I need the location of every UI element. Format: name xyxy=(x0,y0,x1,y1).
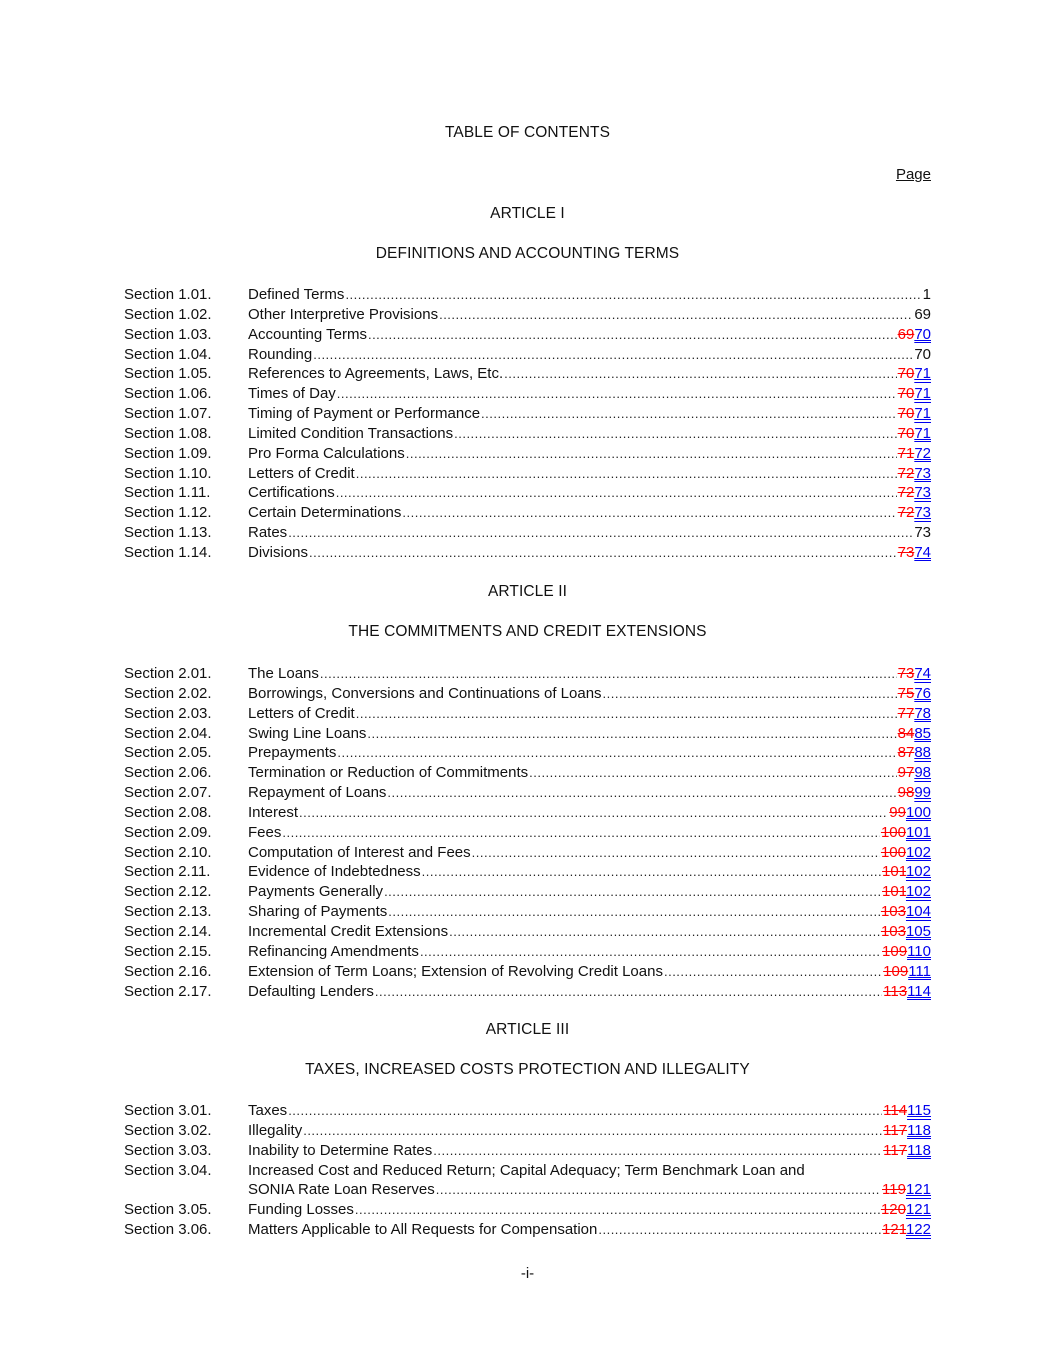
inserted-page-number: 118 xyxy=(907,1141,931,1159)
deleted-page-number: 71 xyxy=(897,444,915,462)
toc-entry[interactable] xyxy=(124,724,931,744)
section-number: Section 2.16. xyxy=(124,962,212,980)
toc-entry[interactable] xyxy=(124,664,931,684)
section-number: Section 2.07. xyxy=(124,784,212,802)
article-2-toc xyxy=(124,664,931,1001)
deleted-page-number: 73 xyxy=(897,665,915,682)
deleted-page-number: 121 xyxy=(882,1221,906,1239)
deleted-page-number: 117 xyxy=(883,1141,908,1159)
dot-leader xyxy=(388,902,880,922)
deleted-page-number: 117 xyxy=(883,1121,908,1139)
section-title[interactable]: Repayment of Loans xyxy=(248,784,387,802)
section-number: Section 1.06. xyxy=(124,385,212,403)
toc-entry[interactable] xyxy=(124,942,931,962)
deleted-page-number: 70 xyxy=(897,424,915,442)
dot-leader xyxy=(402,503,896,523)
section-number: Section 3.04. xyxy=(124,1161,212,1179)
section-title[interactable]: Other Interpretive Provisions xyxy=(248,305,439,323)
page-reference[interactable] xyxy=(898,543,931,563)
section-title[interactable]: Sharing of Payments xyxy=(248,903,388,921)
dot-leader xyxy=(345,285,921,305)
inserted-page-number: 78 xyxy=(914,704,931,722)
inserted-page-number: 121 xyxy=(905,1201,931,1219)
dot-leader xyxy=(387,783,896,803)
section-title[interactable]: Fees xyxy=(248,823,282,841)
section-number: Section 2.09. xyxy=(124,823,212,841)
page-reference[interactable] xyxy=(898,783,931,803)
section-title[interactable]: Letters of Credit xyxy=(248,464,355,482)
deleted-page-number: 84 xyxy=(897,724,915,742)
section-number: Section 1.11. xyxy=(124,484,211,502)
inserted-page-number: 73 xyxy=(914,504,931,522)
toc-entry[interactable] xyxy=(124,803,931,823)
toc-entry[interactable] xyxy=(124,1121,931,1141)
toc-entry[interactable] xyxy=(124,783,931,803)
dot-leader xyxy=(313,345,913,365)
page-reference[interactable] xyxy=(914,523,931,543)
section-title[interactable]: Letters of Credit xyxy=(248,704,355,722)
toc-entry[interactable] xyxy=(124,763,931,783)
toc-entry[interactable] xyxy=(124,503,931,523)
section-title[interactable]: Pro Forma Calculations xyxy=(248,444,405,462)
section-number: Section 2.13. xyxy=(124,903,212,921)
inserted-page-number: 73 xyxy=(914,464,931,482)
toc-entry[interactable] xyxy=(124,982,931,1002)
deleted-page-number: 97 xyxy=(897,764,915,782)
article-1-toc xyxy=(124,285,931,563)
section-number: Section 2.11. xyxy=(124,863,211,881)
page-reference[interactable] xyxy=(898,464,931,484)
toc-entry[interactable] xyxy=(124,325,931,345)
section-number: Section 3.01. xyxy=(124,1102,212,1119)
inserted-page-number: 71 xyxy=(914,424,931,442)
section-number: Section 1.13. xyxy=(124,524,212,542)
inserted-page-number: 76 xyxy=(914,684,931,702)
section-number: Section 1.12. xyxy=(124,504,212,522)
section-number: Section 1.07. xyxy=(124,405,212,423)
page-reference[interactable] xyxy=(898,483,931,503)
dot-leader xyxy=(337,743,896,763)
section-number: Section 2.01. xyxy=(124,665,212,682)
section-number: Section 1.08. xyxy=(124,424,212,442)
dot-leader xyxy=(449,922,880,942)
inserted-page-number: 71 xyxy=(914,405,931,423)
dot-leader xyxy=(288,523,913,543)
dot-leader xyxy=(355,1200,880,1220)
inserted-page-number: 71 xyxy=(914,385,931,403)
inserted-page-number: 99 xyxy=(914,784,931,802)
section-number: Section 2.02. xyxy=(124,684,212,702)
page-reference[interactable] xyxy=(883,1141,931,1161)
deleted-page-number: 98 xyxy=(897,784,915,802)
deleted-page-number: 69 xyxy=(897,325,915,343)
inserted-page-number: 71 xyxy=(914,365,931,383)
section-number: Section 1.10. xyxy=(124,464,212,482)
dot-leader xyxy=(406,444,897,464)
article-2-label: ARTICLE II xyxy=(487,583,568,600)
section-title[interactable]: Rounding xyxy=(248,345,313,363)
dot-leader xyxy=(309,543,897,563)
section-title[interactable]: Divisions xyxy=(248,543,309,561)
deleted-page-number: 99 xyxy=(889,803,906,821)
section-title[interactable]: Swing Line Loans xyxy=(248,724,367,742)
dot-leader xyxy=(303,1121,882,1141)
page-reference[interactable] xyxy=(898,325,931,345)
page-reference[interactable] xyxy=(898,444,931,464)
toc-entry[interactable] xyxy=(124,483,931,503)
dot-leader xyxy=(436,1180,881,1200)
section-title[interactable]: Taxes xyxy=(248,1102,288,1119)
section-title[interactable]: Incremental Credit Extensions xyxy=(248,922,449,940)
section-title[interactable]: Accounting Terms xyxy=(248,325,367,343)
page-reference[interactable] xyxy=(923,285,931,305)
dot-leader xyxy=(288,1101,882,1121)
toc-heading: TABLE OF CONTENTS xyxy=(444,124,611,141)
inserted-page-number: 114 xyxy=(907,982,931,1000)
page-reference[interactable] xyxy=(898,743,931,763)
section-number: Section 1.04. xyxy=(124,345,212,363)
page-reference[interactable] xyxy=(882,1180,931,1200)
deleted-page-number: 75 xyxy=(897,684,915,702)
deleted-page-number: 113 xyxy=(883,982,908,1000)
toc-entry[interactable] xyxy=(124,1220,931,1240)
section-number: Section 3.05. xyxy=(124,1201,212,1219)
inserted-page-number: 85 xyxy=(914,724,931,742)
page-number: 69 xyxy=(914,305,931,323)
inserted-page-number: 115 xyxy=(907,1102,931,1119)
section-title[interactable]: Certain Determinations xyxy=(248,504,402,522)
dot-leader xyxy=(598,1220,881,1240)
deleted-page-number: 70 xyxy=(897,385,915,403)
deleted-page-number: 72 xyxy=(897,504,915,522)
deleted-page-number: 100 xyxy=(880,843,906,861)
dot-leader xyxy=(454,424,897,444)
toc-entry[interactable] xyxy=(124,404,931,424)
dot-leader xyxy=(504,364,897,384)
section-number: Section 1.09. xyxy=(124,444,212,462)
section-number: Section 3.02. xyxy=(124,1121,212,1139)
toc-entry[interactable] xyxy=(124,384,931,404)
inserted-page-number: 102 xyxy=(905,863,931,881)
deleted-page-number: 114 xyxy=(883,1102,908,1119)
page-reference[interactable] xyxy=(898,704,931,724)
section-title[interactable]: Certifications xyxy=(248,484,335,502)
section-title[interactable]: Times of Day xyxy=(248,385,336,403)
deleted-page-number: 101 xyxy=(882,883,906,901)
toc-entry[interactable] xyxy=(124,364,931,384)
dot-leader xyxy=(367,724,896,744)
article-1-title: DEFINITIONS AND ACCOUNTING TERMS xyxy=(375,245,680,262)
page-number: 1 xyxy=(922,286,931,303)
toc-entry[interactable] xyxy=(124,684,931,704)
toc-entry[interactable] xyxy=(124,345,931,365)
article-1-label: ARTICLE I xyxy=(490,205,565,222)
section-title[interactable]: Evidence of Indebtedness xyxy=(248,863,421,881)
page-reference[interactable] xyxy=(898,404,931,424)
inserted-page-number: 100 xyxy=(905,803,931,821)
page-reference[interactable] xyxy=(898,424,931,444)
page-number: 70 xyxy=(914,345,931,363)
dot-leader xyxy=(529,763,897,783)
page-number: 73 xyxy=(914,524,931,542)
page-column-label: Page xyxy=(895,166,931,183)
section-title[interactable]: Timing of Payment or Performance xyxy=(248,405,481,423)
dot-leader xyxy=(356,704,897,724)
page-reference[interactable] xyxy=(882,942,931,962)
dot-leader xyxy=(433,1141,882,1161)
dot-leader xyxy=(439,305,913,325)
dot-leader xyxy=(472,843,880,863)
deleted-page-number: 70 xyxy=(897,405,915,423)
toc-entry[interactable] xyxy=(124,823,931,843)
section-title[interactable]: Borrowings, Conversions and Continuations of Loans xyxy=(248,684,602,702)
page-reference[interactable] xyxy=(898,664,931,684)
section-title[interactable]: The Loans xyxy=(248,665,319,682)
inserted-page-number: 102 xyxy=(905,883,931,901)
page-reference[interactable] xyxy=(883,962,931,982)
page-reference[interactable] xyxy=(898,724,931,744)
deleted-page-number: 100 xyxy=(880,823,906,841)
page-reference[interactable] xyxy=(882,882,931,902)
article-2-title: THE COMMITMENTS AND CREDIT EXTENSIONS xyxy=(348,623,707,640)
inserted-page-number: 121 xyxy=(905,1181,931,1199)
page-reference[interactable] xyxy=(914,345,931,365)
inserted-page-number: 118 xyxy=(907,1121,931,1139)
dot-leader xyxy=(299,803,888,823)
section-number: Section 1.05. xyxy=(124,365,212,383)
deleted-page-number: 109 xyxy=(883,962,909,980)
dot-leader xyxy=(337,384,897,404)
section-number: Section 2.06. xyxy=(124,764,212,782)
dot-leader xyxy=(422,862,881,882)
deleted-page-number: 119 xyxy=(882,1181,906,1199)
deleted-page-number: 109 xyxy=(882,942,908,960)
dot-leader xyxy=(356,464,897,484)
section-number: Section 3.06. xyxy=(124,1221,212,1239)
page-footer-number: -i- xyxy=(520,1265,535,1282)
section-number: Section 2.17. xyxy=(124,982,212,1000)
toc-entry[interactable] xyxy=(124,523,931,543)
page-reference[interactable] xyxy=(881,1200,931,1220)
toc-entry[interactable] xyxy=(124,444,931,464)
inserted-page-number: 98 xyxy=(914,764,931,782)
toc-entry[interactable] xyxy=(124,862,931,882)
inserted-page-number: 74 xyxy=(914,665,931,682)
dot-leader xyxy=(384,882,881,902)
page-reference[interactable] xyxy=(882,862,931,882)
toc-entry[interactable] xyxy=(124,464,931,484)
section-title[interactable]: SONIA Rate Loan Reserves xyxy=(248,1181,435,1199)
section-number: Section 1.02. xyxy=(124,305,212,323)
page-reference[interactable] xyxy=(882,1220,931,1240)
section-title[interactable]: Prepayments xyxy=(248,744,337,762)
inserted-page-number: 88 xyxy=(914,744,931,762)
section-title[interactable]: Defined Terms xyxy=(248,286,345,303)
section-number: Section 2.14. xyxy=(124,922,212,940)
dot-leader xyxy=(320,664,897,684)
section-title[interactable]: Illegality xyxy=(248,1121,303,1139)
dot-leader xyxy=(481,404,897,424)
toc-entry[interactable] xyxy=(124,902,931,922)
page-reference[interactable] xyxy=(883,982,931,1002)
page-reference[interactable] xyxy=(898,684,931,704)
toc-entry[interactable] xyxy=(124,1161,931,1201)
section-number: Section 2.15. xyxy=(124,942,212,960)
section-title[interactable]: Rates xyxy=(248,524,288,542)
page-reference[interactable] xyxy=(881,823,931,843)
section-number: Section 2.03. xyxy=(124,704,212,722)
section-title[interactable]: Computation of Interest and Fees xyxy=(248,843,471,861)
deleted-page-number: 103 xyxy=(880,922,906,940)
dot-leader xyxy=(282,823,880,843)
inserted-page-number: 102 xyxy=(905,843,931,861)
page-reference[interactable] xyxy=(914,305,931,325)
inserted-page-number: 122 xyxy=(905,1221,931,1239)
dot-leader xyxy=(336,483,897,503)
section-title[interactable]: Payments Generally xyxy=(248,883,384,901)
deleted-page-number: 73 xyxy=(897,543,915,561)
page-reference[interactable] xyxy=(881,843,931,863)
toc-entry[interactable] xyxy=(124,1141,931,1161)
toc-entry[interactable] xyxy=(124,543,931,563)
section-number: Section 2.04. xyxy=(124,724,212,742)
inserted-page-number: 104 xyxy=(905,903,931,921)
deleted-page-number: 70 xyxy=(897,365,915,383)
toc-entry[interactable] xyxy=(124,962,931,982)
inserted-page-number: 110 xyxy=(907,942,931,960)
inserted-page-number: 72 xyxy=(914,444,931,462)
section-title[interactable]: Increased Cost and Reduced Return; Capital Adequacy; Term Benchmark Loan and xyxy=(248,1161,805,1179)
article-3-toc xyxy=(124,1101,931,1240)
page-reference[interactable] xyxy=(881,922,931,942)
article-3-title: TAXES, INCREASED COSTS PROTECTION AND ILLEGALITY xyxy=(305,1061,750,1078)
page-reference[interactable] xyxy=(898,763,931,783)
section-title[interactable]: Interest xyxy=(248,803,299,821)
toc-entry[interactable] xyxy=(124,704,931,724)
page-reference[interactable] xyxy=(889,803,931,823)
deleted-page-number: 77 xyxy=(897,704,915,722)
section-title[interactable]: Limited Condition Transactions xyxy=(248,424,454,442)
page-reference[interactable] xyxy=(898,364,931,384)
section-title[interactable]: Termination or Reduction of Commitments xyxy=(248,764,529,782)
toc-entry[interactable] xyxy=(124,922,931,942)
deleted-page-number: 120 xyxy=(880,1201,906,1219)
section-number: Section 2.08. xyxy=(124,803,212,821)
page-reference[interactable] xyxy=(881,902,931,922)
inserted-page-number: 70 xyxy=(914,325,931,343)
toc-entry[interactable] xyxy=(124,743,931,763)
page-reference[interactable] xyxy=(898,384,931,404)
section-number: Section 1.01. xyxy=(124,286,212,303)
deleted-page-number: 72 xyxy=(897,484,915,502)
section-number: Section 2.05. xyxy=(124,744,212,762)
section-title[interactable]: Matters Applicable to All Requests for Compensation xyxy=(248,1221,598,1239)
article-3-label: ARTICLE III xyxy=(485,1021,570,1038)
page-reference[interactable] xyxy=(883,1121,931,1141)
toc-entry[interactable] xyxy=(124,882,931,902)
inserted-page-number: 111 xyxy=(908,962,931,980)
section-title[interactable]: References to Agreements, Laws, Etc. xyxy=(248,365,504,383)
section-title[interactable]: Funding Losses xyxy=(248,1201,354,1219)
toc-entry[interactable] xyxy=(124,305,931,325)
deleted-page-number: 87 xyxy=(897,744,915,762)
toc-entry[interactable] xyxy=(124,843,931,863)
page-reference[interactable] xyxy=(883,1101,931,1121)
section-number: Section 3.03. xyxy=(124,1141,212,1159)
section-title[interactable]: Extension of Term Loans; Extension of Revolving Credit Loans xyxy=(248,962,663,980)
section-number: Section 2.10. xyxy=(124,843,212,861)
deleted-page-number: 101 xyxy=(882,863,906,881)
section-title[interactable]: Defaulting Lenders xyxy=(248,982,374,1000)
inserted-page-number: 105 xyxy=(905,922,931,940)
dot-leader xyxy=(368,325,897,345)
dot-leader xyxy=(420,942,881,962)
section-number: Section 1.03. xyxy=(124,325,212,343)
inserted-page-number: 73 xyxy=(914,484,931,502)
deleted-page-number: 103 xyxy=(880,903,906,921)
inserted-page-number: 74 xyxy=(914,543,931,561)
section-title[interactable]: Refinancing Amendments xyxy=(248,942,419,960)
inserted-page-number: 101 xyxy=(905,823,931,841)
section-title[interactable]: Inability to Determine Rates xyxy=(248,1141,433,1159)
dot-leader xyxy=(603,684,897,704)
toc-entry[interactable] xyxy=(124,424,931,444)
page-reference[interactable] xyxy=(898,503,931,523)
deleted-page-number: 72 xyxy=(897,464,915,482)
dot-leader xyxy=(664,962,882,982)
dot-leader xyxy=(375,982,882,1002)
section-number: Section 2.12. xyxy=(124,883,212,901)
toc-entry[interactable] xyxy=(124,1101,931,1121)
section-number: Section 1.14. xyxy=(124,543,212,561)
toc-entry[interactable] xyxy=(124,285,931,305)
toc-entry[interactable] xyxy=(124,1200,931,1220)
